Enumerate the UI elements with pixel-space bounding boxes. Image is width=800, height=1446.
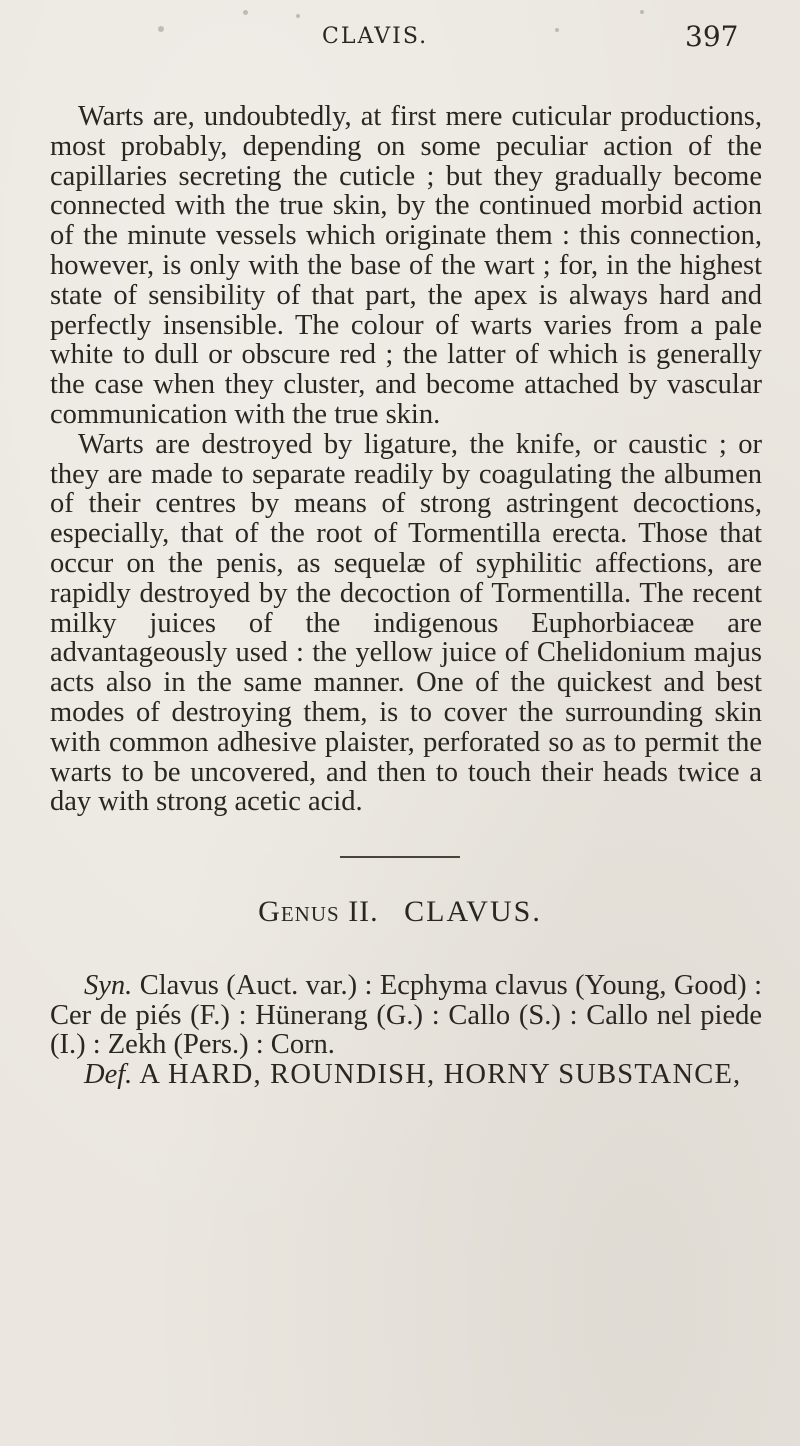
main-text [50, 102, 762, 817]
paragraph-warts-nature: Warts are, undoubtedly, at first mere cuticular productions, most probably, depending on some peculiar action of the capillaries secreting the cuticle ; but they gradually become connected with the true skin, by the continued morbid action of the minute vessels which originate them : this connection, however, is only with the base of the wart ; for, in the highest state of sensibility of that part, the apex is always hard and perfectly insensible. The colour of warts varies from a pale white to dull or obscure red ; the latter of which is generally the case when they cluster, and become attached by vascular communication with the true skin. [50, 101, 762, 430]
section-divider [340, 856, 460, 858]
definition-text: A HARD, ROUNDISH, HORNY SUBSTANCE, [139, 1058, 742, 1090]
synonymy-label: Syn. [84, 970, 133, 1001]
synonymy-paragraph [50, 971, 762, 1060]
genus-heading [0, 895, 800, 929]
definition-paragraph [50, 1060, 762, 1090]
genus-name: CLAVUS. [404, 895, 542, 928]
genus-prefix: Genus [258, 895, 340, 928]
page-number: 397 [685, 20, 739, 53]
paragraph-warts-treatment: Warts are destroyed by ligature, the knife, or caustic ; or they are made to separate readily by coagulating the albumen of their centres by means of strong astringent decoctions, especially, that of the root of Tormentilla erecta. Those that occur on the penis, as sequelæ of syphilitic affections, are rapidly destroyed by the decoction of Tormentilla. The recent milky juices of the indigenous Euphorbiaceæ are advantageously used : the yellow juice of Chelidonium majus acts also in the same manner. One of the quickest and best modes of destroying them, is to cover the surrounding skin with common adhesive plaister, perforated so as to permit the warts to be uncovered, and then to touch their heads twice a day with strong acetic acid. [50, 428, 762, 818]
page-header [0, 20, 800, 60]
foxing-spot [296, 14, 300, 18]
foxing-spot [640, 10, 644, 14]
synonymy-block [50, 971, 762, 1089]
running-head: CLAVIS. [322, 24, 429, 49]
genus-numeral: II. [348, 895, 379, 928]
foxing-spot [243, 10, 248, 15]
definition-label: Def. [84, 1058, 133, 1090]
synonymy-text: Clavus (Auct. var.) : Ecphyma clavus (Young, Good) : Cer de piés (F.) : Hünerang (G.) : Callo (S.) : Callo nel piede (I.) : Zekh (Pers.) : Corn. [50, 970, 762, 1061]
